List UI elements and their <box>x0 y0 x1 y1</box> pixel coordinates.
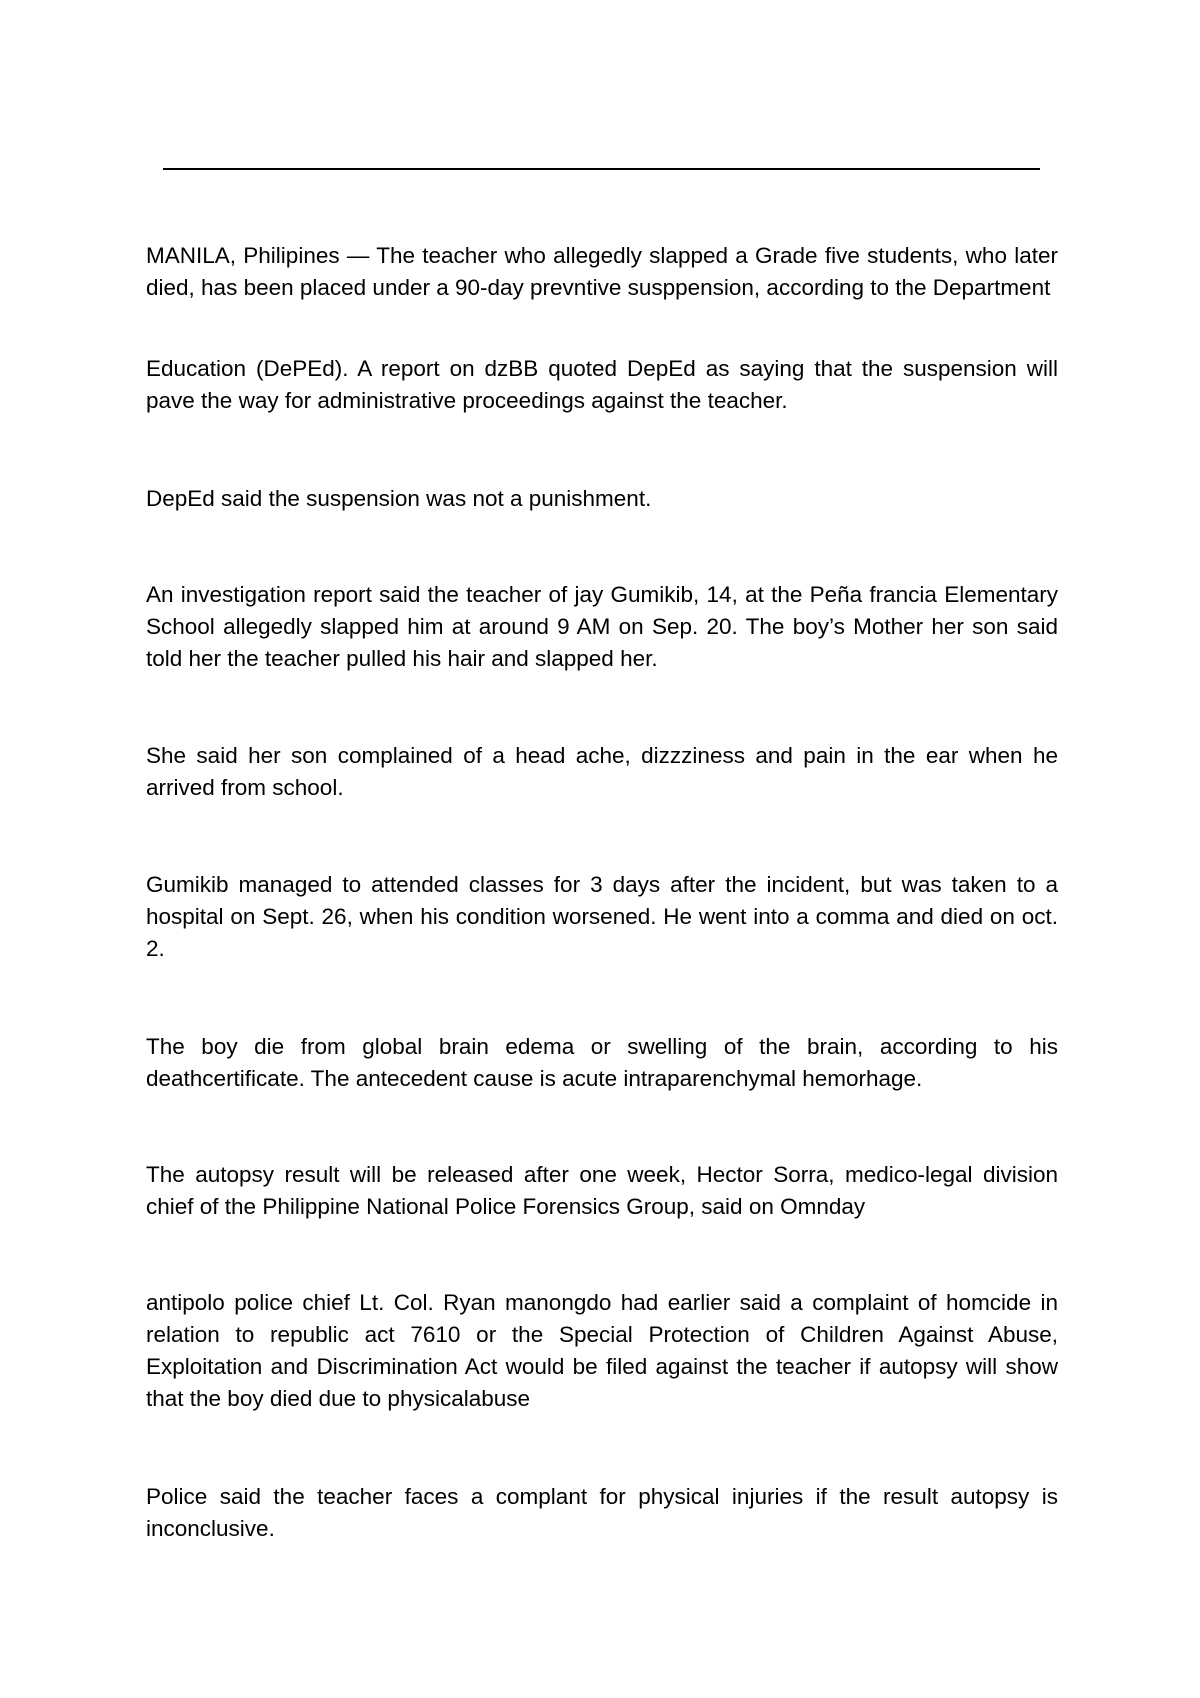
paragraph-9: antipolo police chief Lt. Col. Ryan manongdo had earlier said a complaint of homcide in relation to republic act 7610 or the Special Protection of Children Against Abuse, Exploitation and Discrimination Act would be filed against the teacher if autopsy will show that the boy died due to physicalabuse <box>146 1290 1058 1411</box>
paragraph-4: An investigation report said the teacher of jay Gumikib, 14, at the Peña francia Elementary School allegedly slapped him at around 9 AM on Sep. 20. The boy’s Mother her son said told her the teacher pulled his hair and slapped her. <box>146 582 1058 671</box>
paragraph-1: MANILA, Philipines — The teacher who allegedly slapped a Grade five students, who later died, has been placed under a 90-day prevntive susppension, according to the Department <box>146 243 1058 300</box>
paragraph-7: The boy die from global brain edema or swelling of the brain, according to his deathcertificate. The antecedent cause is acute intraparenchymal hemorhage. <box>146 1034 1058 1091</box>
paragraph-6: Gumikib managed to attended classes for 3 days after the incident, but was taken to a hospital on Sept. 26, when his condition worsened. He went into a comma and died on oct. 2. <box>146 872 1058 961</box>
header-rule <box>163 168 1040 170</box>
paragraph-5: She said her son complained of a head ache, dizzziness and pain in the ear when he arrived from school. <box>146 743 1058 800</box>
paragraph-8: The autopsy result will be released after one week, Hector Sorra, medico-legal division chief of the Philippine National Police Forensics Group, said on Omnday <box>146 1162 1058 1219</box>
paragraph-3: DepEd said the suspension was not a punishment. <box>146 486 652 511</box>
paragraph-10: Police said the teacher faces a complant for physical injuries if the result autopsy is inconclusive. <box>146 1484 1058 1541</box>
paragraph-2: Education (DePEd). A report on dzBB quoted DepEd as saying that the suspension will pave the way for administrative proceedings against the teacher. <box>146 356 1058 413</box>
